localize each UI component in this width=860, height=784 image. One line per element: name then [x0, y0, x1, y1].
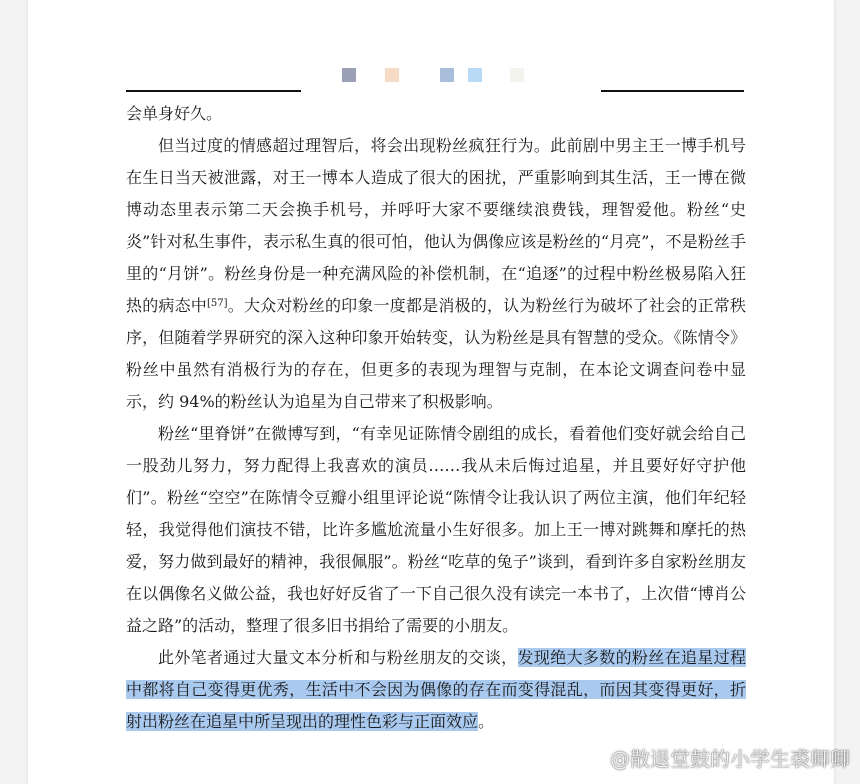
weibo-watermark: [568, 743, 850, 772]
paragraph-2-text-a: 但当过度的情感超过理智后，将会出现粉丝疯狂行为。此前剧中男主王一博手机号在生日当天被泄露，对王一博本人造成了很大的困扰，严重影响到其生活，王一博在微博动态里表示第二天会换手机号，并呼吁大家不要继续浪费钱，理智爱他。粉丝“史炎”针对私生事件，表示私生真的很可怕，他认为偶像应该是粉丝的“月亮”，不是粉丝手里的“月饼”。粉丝身份是一种充满风险的补偿机制，在“追逐”的过程中粉丝极易陷入狂热的病态中: [126, 136, 746, 315]
watermark-text: @散退堂鼓的小学生裘卿卿: [610, 747, 850, 771]
paragraph-2: [126, 130, 746, 418]
paragraph-1: [126, 98, 746, 130]
paragraph-4: [126, 642, 746, 738]
header-square-5: [510, 68, 524, 82]
header-rule-right: [601, 90, 744, 92]
document-page: [28, 0, 834, 784]
citation-superscript: [57]: [207, 298, 228, 309]
header-rule-left: [126, 90, 301, 92]
weibo-icon: [568, 745, 604, 771]
header-square-2: [385, 68, 399, 82]
paragraph-3-text: 粉丝“里脊饼”在微博写到，“有幸见证陈情令剧组的成长，看着他们变好就会给自己一股劲儿努力，努力配得上我喜欢的演员……我从未后悔过追星，并且要好好守护他们”。粉丝“空空”在陈情令豆瓣小组里评论说“陈情令让我认识了两位主演，他们年纪轻轻，我觉得他们演技不错，比许多尴尬流量小生好很多。加上王一博对跳舞和摩托的热爱，努力做到最好的精神，我很佩服”。粉丝“吃草的兔子”谈到，看到许多自家粉丝朋友在以偶像名义做公益，我也好好反省了一下自己很久没有读完一本书了，上次借“博肖公益之路”的活动，整理了很多旧书捐给了需要的小朋友。: [126, 424, 746, 635]
paragraph-2-text-b: 。大众对粉丝的印象一度都是消极的，认为粉丝行为破坏了社会的正常秩序，但随着学界研究的深入这种印象开始转变，认为粉丝是具有智慧的受众。《陈情令》粉丝中虽然有消极行为的存在，但更多的表现为理智与克制，在本论文调查问卷中显示，约 94%的粉丝认为追星为自己带来了积极影响。: [126, 296, 746, 411]
paragraph-3: [126, 418, 746, 642]
highlighted-text[interactable]: 发现绝大多数的粉丝在追星过程中都将自己变得更优秀，生活中不会因为偶像的存在而变得混乱，而因其变得更好，折射出粉丝在追星中所呈现出的理性色彩与正面效应: [126, 648, 746, 731]
header-square-1: [342, 68, 356, 82]
document-body: [126, 98, 746, 738]
header-square-3: [440, 68, 454, 82]
header-square-4: [468, 68, 482, 82]
paragraph-4-text: 此外笔者通过大量文本分析和与粉丝朋友的交谈，: [158, 648, 518, 667]
paragraph-1-text: 会单身好久。: [126, 104, 223, 123]
paragraph-4-end: 。: [478, 712, 495, 731]
